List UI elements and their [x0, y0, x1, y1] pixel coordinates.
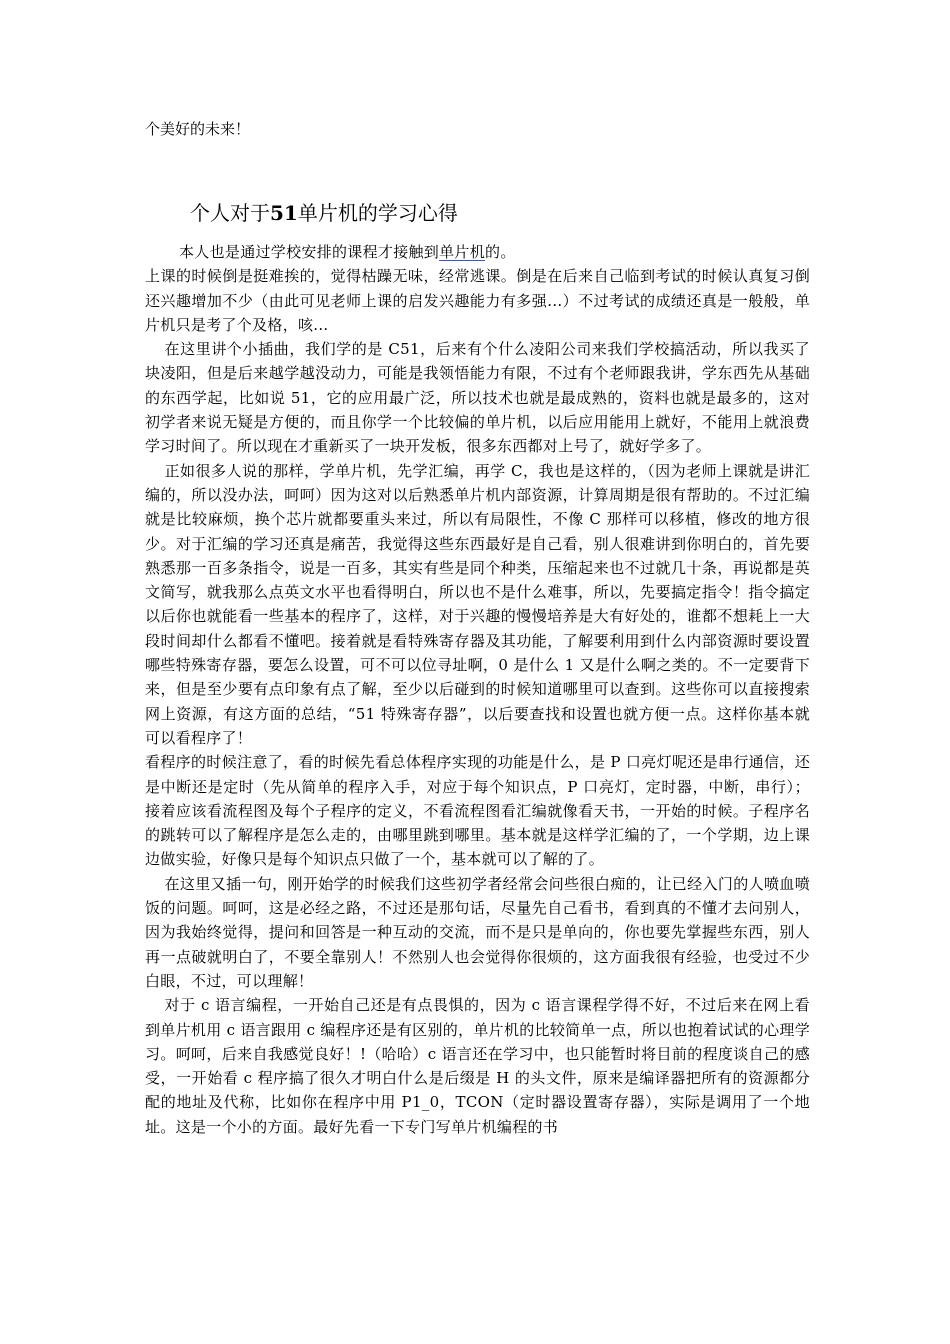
- paragraph-intro: [145, 240, 810, 264]
- title-suffix: 单片机的学习心得: [297, 201, 458, 225]
- intro-pre: 本人也是通过学校安排的课程才接触到: [179, 243, 440, 261]
- paragraph-episode: 在这里讲个小插曲，我们学的是 C51，后来有个什么凌阳公司来我们学校搞活动，所以我买了块凌阳，但是后来越学越没动力，可能是我领悟能力有限，不过有个老师跟我讲，学东西先从基础的东西学起，比如说 51，它的应用最广泛，所以技术也就是最成熟的，资料也就是最多的，这对初学者来说无疑是方便的，而且你学一个比较偏的单片机，以后应用能用上就好，不能用上就浪费学习时间了。所以现在才重新买了一块开发板，很多东西都对上号了，就好学多了。: [145, 340, 810, 456]
- paragraph-class-experience: 上课的时候倒是挺难挨的，觉得枯躁无味，经常逃课。倒是在后来自己临到考试的时候认真复习倒还兴趣增加不少（由此可见老师上课的启发兴趣能力有多强...）不过考试的成绩还真是一般般，单片机只是考了个及格，咳...: [145, 267, 810, 334]
- document-body: [145, 240, 810, 1139]
- paragraph-reading-programs: 看程序的时候注意了，看的时候先看总体程序实现的功能是什么，是 P 口亮灯呢还是串行通信，还是中断还是定时（先从简单的程序入手，对应于每个知识点，P 口亮灯，定时器，中断，串行）；接着应该看流程图及每个子程序的定义，不看流程图看汇编就像看天书，一开始的时候。子程序名的跳转可以了解程序是怎么走的，由哪里跳到哪里。基本就是这样学汇编的了，一个学期，边上课边做实验，好像只是每个知识点只做了一个，基本就可以了解的了。: [145, 753, 810, 869]
- paragraph-c-language: 对于 c 语言编程，一开始自己还是有点畏惧的，因为 c 语言课程学得不好，不过后来在网上看到单片机用 c 语言跟用 c 编程序还是有区别的，单片机的比较简单一点，所以也抱着试试的心理学习。呵呵，后来自我感觉良好！!（哈哈）c 语言还在学习中，也只能暂时将目前的程度谈自己的感受，一开始看 c 程序搞了很久才明白什么是后缀是 H 的头文件，原来是编译器把所有的资源都分配的地址及代称，比如你在程序中用 P1_0，TCON（定时器设置寄存器），实际是调用了一个地址。这是一个小的方面。最好先看一下专门写单片机编程的书: [145, 996, 810, 1136]
- keyword-link[interactable]: 单片机: [439, 243, 486, 261]
- title-number: 51: [270, 201, 298, 225]
- paragraph-assembly: 正如很多人说的那样，学单片机，先学汇编，再学 C，我也是这样的，（因为老师上课就是讲汇编的，所以没办法，呵呵）因为这对以后熟悉单片机内部资源，计算周期是很有帮助的。不过汇编就是比较麻烦，换个芯片就都要重头来过，所以有局限性，不像 C 那样可以移植，修改的地方很少。对于汇编的学习还真是痛苦，我觉得这些东西最好是自己看，别人很难讲到你明白的，首先要熟悉那一百多条指令，说是一百多，其实有些是同个种类，压缩起来也不过就几十条，再说都是英文简写，就我那么点英文水平也看得明白，所以也不是什么难事，所以，先要搞定指令！指令搞定以后你也就能看一些基本的程序了，这样，对于兴趣的慢慢培养是大有好处的，谁都不想耗上一大段时间却什么都看不懂吧。接着就是看特殊寄存器及其功能，了解要利用到什么内部资源时要设置哪些特殊寄存器，要怎么设置，可不可以位寻址啊，0 是什么 1 又是什么啊之类的。不一定要背下来，但是至少要有点印象有点了解，至少以后碰到的时候知道哪里可以查到。这些你可以直接搜索网上资源，有这方面的总结，“51 特殊寄存器”，以后要查找和设置也就方便一点。这样你基本就可以看程序了！: [145, 461, 810, 747]
- paragraph-asking-questions: 在这里又插一句，刚开始学的时候我们这些初学者经常会问些很白痴的，让已经入门的人喷血喷饭的问题。呵呵，这是必经之路，不过还是那句话，尽量先自己看书，看到真的不懂才去问别人，因为我始终觉得，提问和回答是一种互动的交流，而不是只是单向的，你也要先掌握些东西，别人再一点破就明白了，不要全靠别人！不然别人也会觉得你很烦的，这方面我很有经验，也受过不少白眼，不过，可以理解！: [145, 874, 810, 990]
- intro-post: 的。: [485, 243, 516, 261]
- document-title: [190, 200, 458, 226]
- title-prefix: 个人对于: [190, 201, 270, 225]
- top-line: 个美好的未来！: [145, 120, 251, 138]
